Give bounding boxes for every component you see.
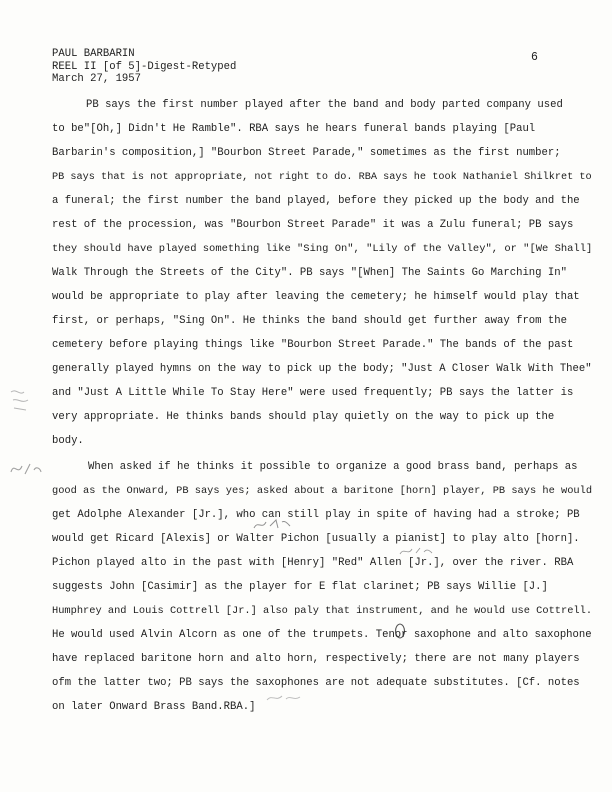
- paragraph-2-line: Pichon played alto in the past with [Henry] "Red" Allen [Jr.], over the river. RBA: [52, 557, 574, 569]
- interview-date: March 27, 1957: [52, 73, 142, 85]
- paragraph-2-line: ofm the latter two; PB says the saxophones are not adequate substitutes. [Cf. notes: [52, 677, 580, 689]
- paragraph-2-line: get Adolphe Alexander [Jr.], who can still play in spite of having had a stroke; PB: [52, 509, 580, 521]
- paragraph-1-line: very appropriate. He thinks bands should play quietly on the way to pick up the: [52, 411, 555, 423]
- reel-label: REEL II [of 5]-Digest-Retyped: [52, 60, 237, 73]
- paragraph-1-line: Walk Through the Streets of the City". PB says "[When] The Saints Go Marching In": [52, 267, 567, 279]
- paragraph-2-line: good as the Onward, PB says yes; asked about a baritone [horn] player, PB says he would: [52, 485, 593, 497]
- paragraph-1-line: cemetery before playing things like "Bourbon Street Parade." The bands of the past: [52, 339, 574, 351]
- paragraph-1-line: generally played hymns on the way to pick up the body; "Just A Closer Walk With Thee": [52, 363, 592, 375]
- paragraph-1-line: they should have played something like "Sing On", "Lily of the Valley", or "[We Shall]: [52, 243, 593, 255]
- margin-scribble-mark: [8, 458, 44, 480]
- paragraph-2-line: He would used Alvin Alcorn as one of the trumpets. Tenor saxophone and alto saxophone: [52, 629, 592, 641]
- handwritten-correction-mark: [398, 544, 434, 558]
- paragraph-1-line: and "Just A Little While To Stay Here" were used frequently; PB says the latter is: [52, 387, 574, 399]
- paragraph-1-line: first, or perhaps, "Sing On". He thinks the band should get further away from the: [52, 315, 567, 327]
- paragraph-1-line: body.: [52, 435, 84, 447]
- paragraph-1-line: rest of the procession, was "Bourbon Street Parade" it was a Zulu funeral; PB says: [52, 219, 574, 231]
- paragraph-2-line: on later Onward Brass Band.RBA.]: [52, 701, 256, 713]
- paragraph-1-line: PB says the first number played after the band and body parted company used: [86, 99, 563, 111]
- paragraph-2-line: When asked if he thinks it possible to organize a good brass band, perhaps as: [88, 461, 578, 473]
- paragraph-2-line: have replaced baritone horn and alto horn, respectively; there are not many players: [52, 653, 580, 665]
- paragraph-1-line: Barbarin's composition,] "Bourbon Street Parade," sometimes as the first number;: [52, 147, 561, 159]
- margin-scribble-mark: [264, 690, 304, 706]
- paragraph-2-line: Humphrey and Louis Cottrell [Jr.] also paly that instrument, and he would use Cottrell.: [52, 605, 593, 617]
- paragraph-2-line: would get Ricard [Alexis] or Walter Pichon [usually a pianist] to play alto [horn].: [52, 533, 580, 545]
- paragraph-2-line: suggests John [Casimir] as the player for E flat clarinet; PB says Willie [J.]: [52, 581, 548, 593]
- margin-scribble-mark: [8, 386, 36, 416]
- paragraph-1-line: PB says that is not appropriate, not right to do. RBA says he took Nathaniel Shilkret to: [52, 171, 592, 183]
- page-number: 6: [531, 51, 538, 64]
- paragraph-1-line: would be appropriate to play after leaving the cemetery; he himself would play that: [52, 291, 580, 303]
- author-name: PAUL BARBARIN: [52, 48, 135, 60]
- paragraph-1-line: a funeral; the first number the band played, before they picked up the body and the: [52, 195, 580, 207]
- document-header: [52, 48, 236, 86]
- paragraph-1-line: to be"[Oh,] Didn't He Ramble". RBA says he hears funeral bands playing [Paul: [52, 123, 536, 135]
